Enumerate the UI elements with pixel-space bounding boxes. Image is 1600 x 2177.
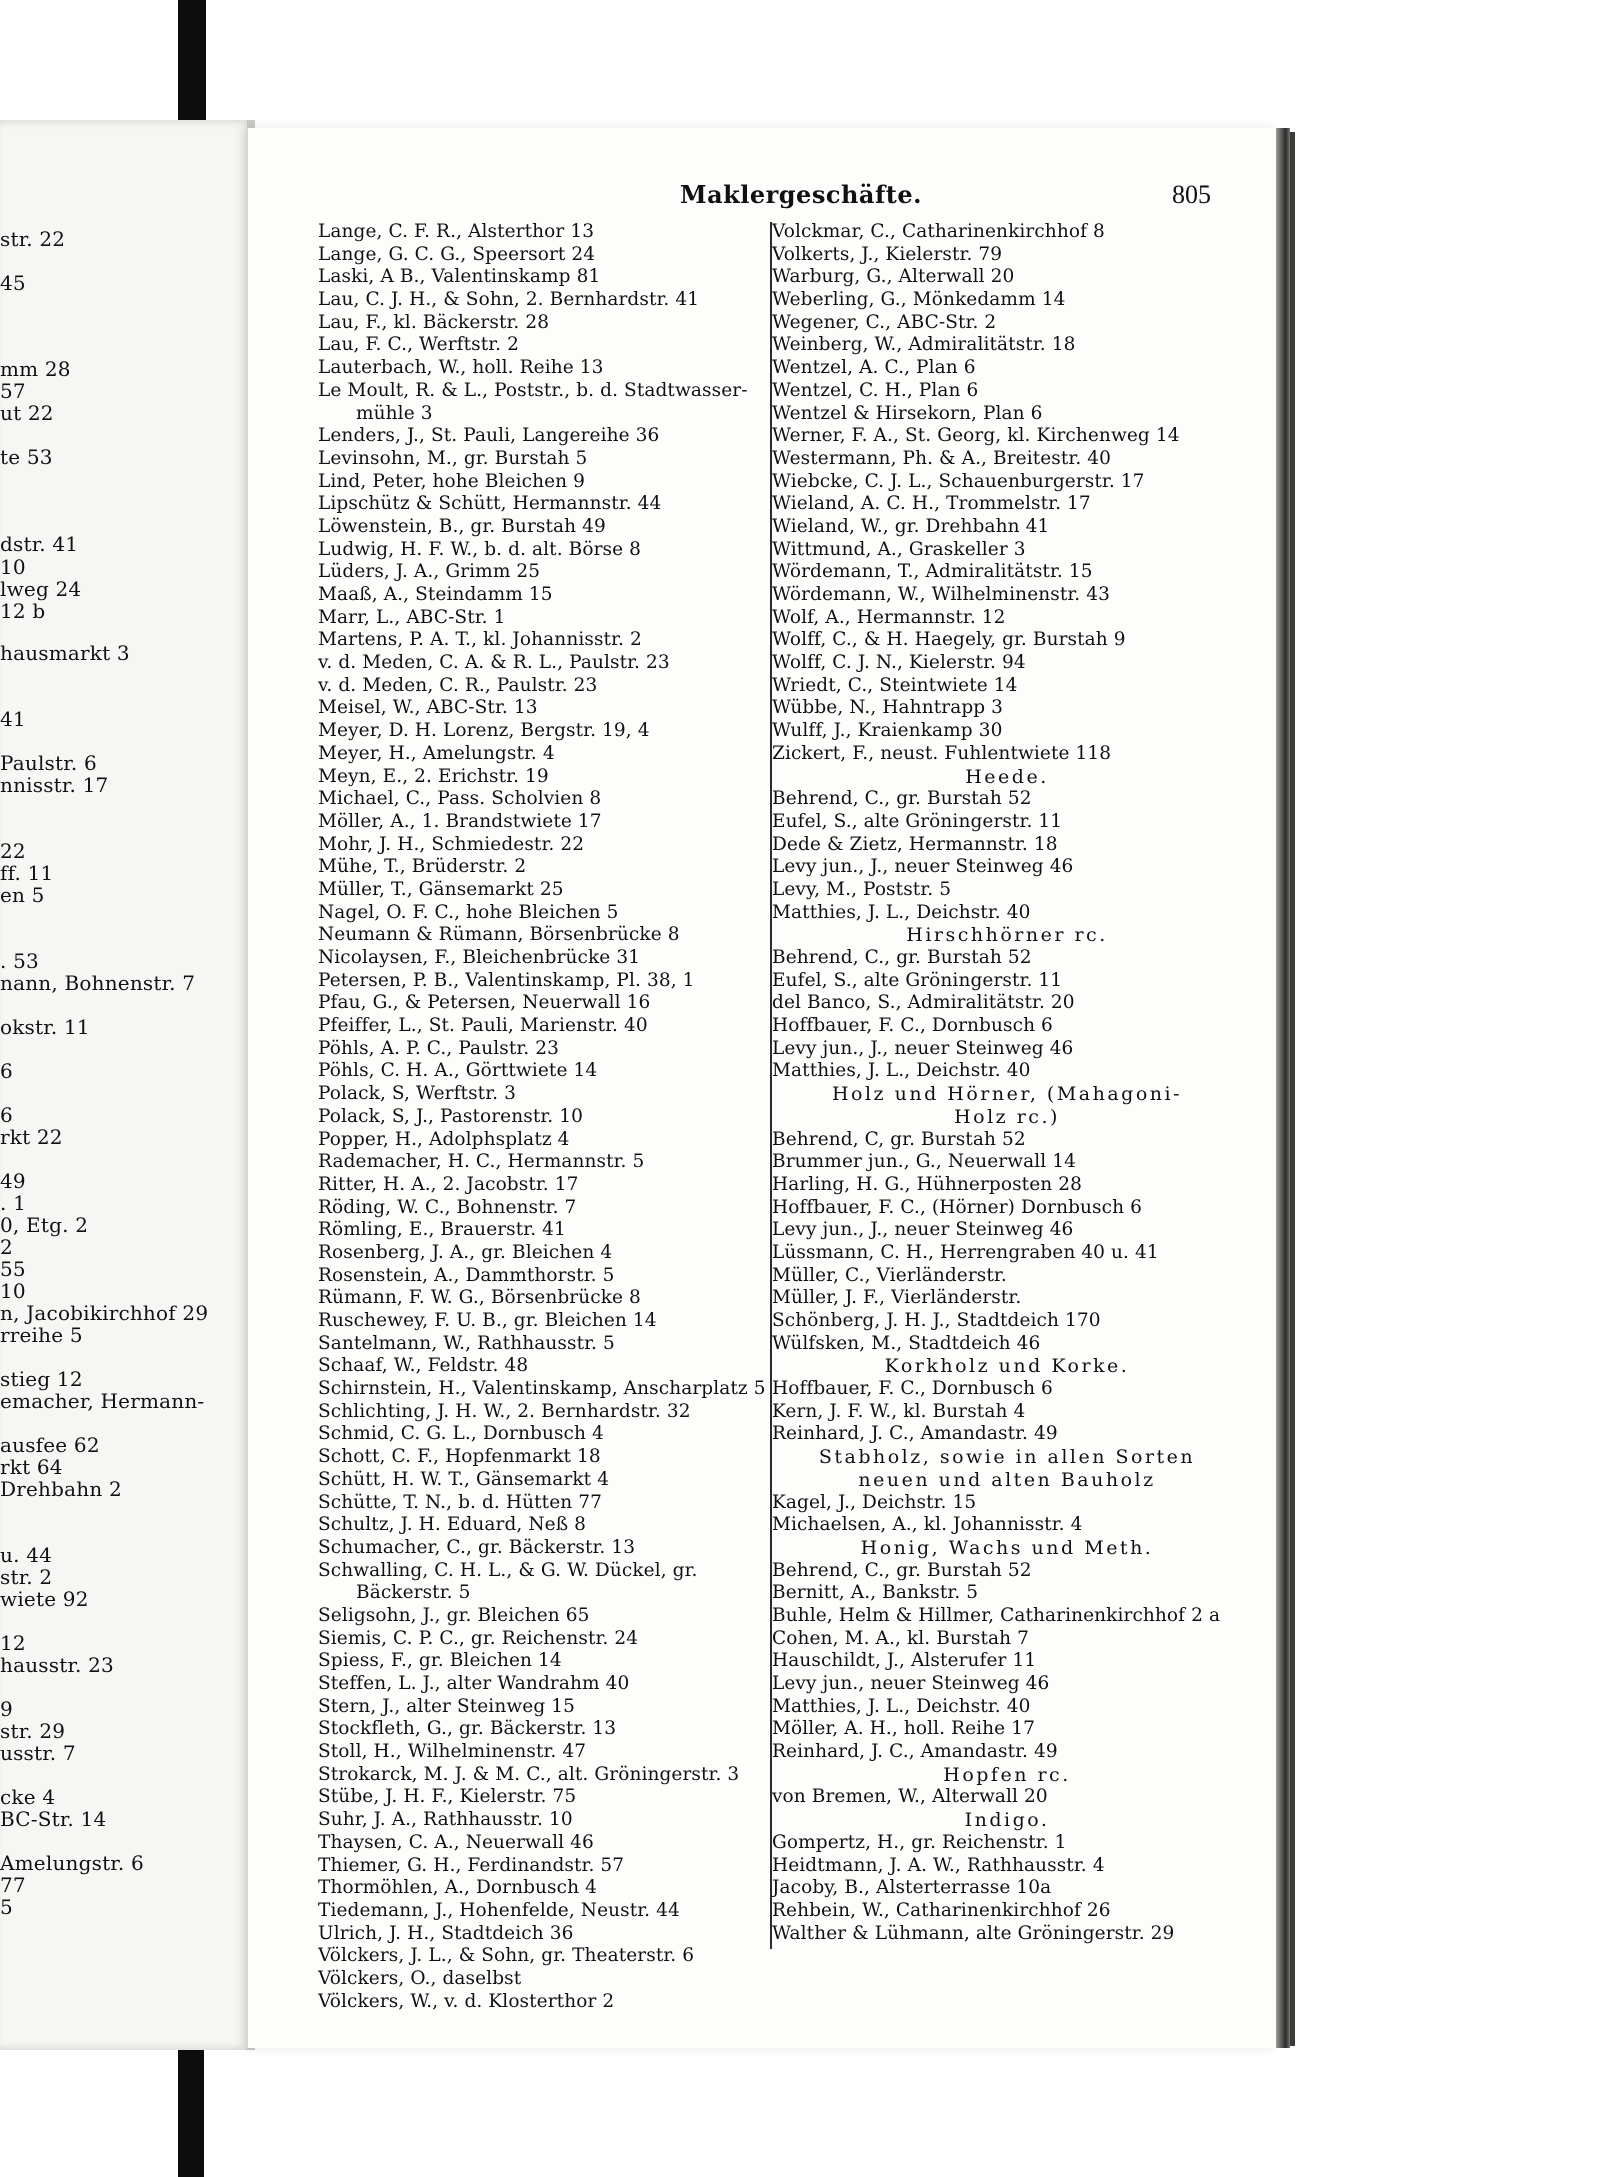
directory-entry: Dede & Zietz, Hermannstr. 18 <box>772 833 1058 855</box>
directory-entry: Pöhls, C. H. A., Görttwiete 14 <box>318 1060 598 1082</box>
directory-entry: Schütte, T. N., b. d. Hütten 77 <box>318 1491 602 1513</box>
section-heading: Hirschhörner rc. <box>906 924 1108 947</box>
directory-entry: Ruschewey, F. U. B., gr. Bleichen 14 <box>318 1310 657 1331</box>
directory-entry: Levy jun., J., neuer Steinweg 46 <box>772 1219 1074 1241</box>
directory-entry: Löwenstein, B., gr. Burstah 49 <box>318 515 606 537</box>
directory-entry: Suhr, J. A., Rathhausstr. 10 <box>318 1809 573 1831</box>
directory-entry: Harling, H. G., Hühnerposten 28 <box>772 1173 1082 1195</box>
directory-entry: Polack, S, J., Pastorenstr. 10 <box>318 1105 583 1127</box>
directory-entry: Marr, L., ABC-Str. 1 <box>318 606 506 628</box>
directory-entry: Lüders, J. A., Grimm 25 <box>318 561 541 583</box>
directory-entry: Lau, F. C., Werftstr. 2 <box>318 334 519 356</box>
left-page-line-fragment: 22 <box>0 839 26 863</box>
directory-entry: Stübe, J. H. F., Kielerstr. 75 <box>318 1786 577 1808</box>
directory-entry: Matthies, J. L., Deichstr. 40 <box>772 1695 1031 1717</box>
directory-entry: Tiedemann, J., Hohenfelde, Neustr. 44 <box>318 1899 680 1921</box>
directory-entry: Wentzel, C. H., Plan 6 <box>772 379 979 401</box>
left-page-line-fragment: emacher, Hermann- <box>0 1389 205 1413</box>
directory-entry: Meyer, H., Amelungstr. 4 <box>318 742 555 764</box>
directory-entry: Schaaf, W., Feldstr. 48 <box>318 1355 529 1377</box>
directory-entry: Matthies, J. L., Deichstr. 40 <box>772 1060 1031 1082</box>
directory-entry: Lauterbach, W., holl. Reihe 13 <box>318 357 604 379</box>
directory-entry: Mohr, J. H., Schmiedestr. 22 <box>318 833 585 855</box>
directory-entry: v. d. Meden, C. R., Paulstr. 23 <box>318 674 598 696</box>
directory-entry: Müller, J. F., Vierländerstr. <box>772 1287 1022 1309</box>
directory-entry: Lenders, J., St. Pauli, Langereihe 36 <box>318 425 660 447</box>
left-page-line-fragment: ff. 11 <box>0 861 54 885</box>
directory-entry: Volkerts, J., Kielerstr. 79 <box>772 243 1003 265</box>
directory-entry: Eufel, S., alte Gröningerstr. 11 <box>772 969 1063 991</box>
directory-entry: Walther & Lühmann, alte Gröningerstr. 29 <box>772 1922 1175 1944</box>
left-page-line-fragment: usstr. 7 <box>0 1741 76 1765</box>
directory-entry: Martens, P. A. T., kl. Johannisstr. 2 <box>318 629 642 651</box>
directory-entry: Zickert, F., neust. Fuhlentwiete 118 <box>772 742 1112 764</box>
directory-entry: Wriedt, C., Steintwiete 14 <box>772 674 1018 696</box>
left-page-line-fragment: 12 <box>0 1631 26 1655</box>
section-heading: neuen und alten Bauholz <box>858 1468 1156 1491</box>
left-page-line-fragment: 45 <box>0 271 26 295</box>
left-page-line-fragment: 49 <box>0 1169 26 1193</box>
directory-entry: Meyn, E., 2. Erichstr. 19 <box>318 765 549 787</box>
directory-entry: Lind, Peter, hohe Bleichen 9 <box>318 470 586 492</box>
directory-entry: Hoffbauer, F. C., Dornbusch 6 <box>772 1378 1053 1400</box>
directory-entry: Völckers, W., v. d. Klosterthor 2 <box>318 1990 615 2012</box>
directory-entry: Schwalling, C. H. L., & G. W. Dückel, gr. <box>318 1559 698 1581</box>
section-heading: Heede. <box>965 765 1049 788</box>
left-page-line-fragment: 9 <box>0 1697 13 1721</box>
directory-entry: Westermann, Ph. & A., Breitestr. 40 <box>772 447 1112 469</box>
directory-entry: Wördemann, W., Wilhelminenstr. 43 <box>772 584 1110 605</box>
directory-entry: Kern, J. F. W., kl. Burstah 4 <box>772 1400 1026 1422</box>
directory-entry: Möller, A., 1. Brandstwiete 17 <box>318 810 602 832</box>
left-page-line-fragment: 77 <box>0 1873 26 1897</box>
directory-entry: Pfau, G., & Petersen, Neuerwall 16 <box>318 992 651 1014</box>
left-page-line-fragment: . 1 <box>0 1191 27 1215</box>
directory-entry: Reinhard, J. C., Amandastr. 49 <box>772 1741 1058 1763</box>
directory-entry: Hoffbauer, F. C., (Hörner) Dornbusch 6 <box>772 1196 1142 1218</box>
left-page-line-fragment: 55 <box>0 1257 26 1281</box>
directory-entry: Wübbe, N., Hahntrapp 3 <box>772 697 1004 719</box>
left-page-line-fragment: 5 <box>0 1895 13 1919</box>
directory-entry: Rehbein, W., Catharinenkirchhof 26 <box>772 1899 1111 1921</box>
directory-entry: Rümann, F. W. G., Börsenbrücke 8 <box>318 1287 641 1309</box>
directory-entry: Polack, S, Werftstr. 3 <box>318 1083 516 1105</box>
directory-entry: Schirnstein, H., Valentinskamp, Anscharplatz 5 <box>318 1378 766 1400</box>
directory-entry: Michaelsen, A., kl. Johannisstr. 4 <box>772 1514 1083 1536</box>
directory-entry: Lange, C. F. R., Alsterthor 13 <box>318 221 595 242</box>
directory-entry: mühle 3 <box>356 402 433 424</box>
directory-entry: Behrend, C., gr. Burstah 52 <box>772 1559 1032 1581</box>
directory-column-right <box>772 221 1242 1945</box>
left-page-line-fragment: Amelungstr. 6 <box>0 1851 144 1875</box>
left-page-line-fragment: n, Jacobikirchhof 29 <box>0 1301 209 1325</box>
directory-entry: Lüssmann, C. H., Herrengraben 40 u. 41 <box>772 1241 1159 1263</box>
directory-entry: Strokarck, M. J. & M. C., alt. Gröningerstr. 3 <box>318 1763 740 1785</box>
left-page-line-fragment: 41 <box>0 707 26 731</box>
directory-entry: Cohen, M. A., kl. Burstah 7 <box>772 1627 1030 1649</box>
section-heading: Holz rc.) <box>954 1105 1060 1128</box>
directory-entry: Wolff, C., & H. Haegely, gr. Burstah 9 <box>772 629 1126 651</box>
directory-entry: Schönberg, J. H. J., Stadtdeich 170 <box>772 1310 1101 1331</box>
page-number: 805 <box>1172 180 1211 209</box>
left-page-line-fragment: 6 <box>0 1059 13 1083</box>
left-page-line-fragment: nann, Bohnenstr. 7 <box>0 971 196 995</box>
directory-column-left <box>318 221 773 2013</box>
directory-entry: Siemis, C. P. C., gr. Reichenstr. 24 <box>318 1627 639 1649</box>
directory-entry: Kagel, J., Deichstr. 15 <box>772 1491 977 1513</box>
directory-entry: Meisel, W., ABC-Str. 13 <box>318 697 538 719</box>
left-page-fragment <box>0 120 255 2050</box>
directory-entry: Seligsohn, J., gr. Bleichen 65 <box>318 1604 590 1626</box>
section-heading: Hopfen rc. <box>943 1763 1071 1786</box>
directory-entry: Röding, W. C., Bohnenstr. 7 <box>318 1196 577 1218</box>
directory-entry: Wieland, A. C. H., Trommelstr. 17 <box>772 493 1091 515</box>
directory-entry: v. d. Meden, C. A. & R. L., Paulstr. 23 <box>318 652 670 674</box>
directory-entry: Werner, F. A., St. Georg, kl. Kirchenweg 14 <box>772 425 1180 447</box>
directory-entry: Behrend, C., gr. Burstah 52 <box>772 788 1032 810</box>
directory-entry: Lau, F., kl. Bäckerstr. 28 <box>318 311 550 333</box>
directory-entry: Stoll, H., Wilhelminenstr. 47 <box>318 1741 587 1763</box>
directory-entry: Weberling, G., Mönkedamm 14 <box>772 289 1066 311</box>
directory-entry: Lipschütz & Schütt, Hermannstr. 44 <box>318 493 662 515</box>
directory-entry: Schmid, C. G. L., Dornbusch 4 <box>318 1423 604 1445</box>
directory-entry: Laski, A B., Valentinskamp 81 <box>318 266 601 288</box>
directory-entry: Lau, C. J. H., & Sohn, 2. Bernhardstr. 41 <box>318 289 700 311</box>
directory-entry: Gompertz, H., gr. Reichenstr. 1 <box>772 1831 1067 1853</box>
left-page-line-fragment: str. 29 <box>0 1719 66 1743</box>
directory-entry: del Banco, S., Admiralitätstr. 20 <box>772 992 1075 1014</box>
left-page-line-fragment: rkt 64 <box>0 1455 63 1479</box>
directory-entry: Wolf, A., Hermannstr. 12 <box>772 606 1006 628</box>
directory-entry: Levinsohn, M., gr. Burstah 5 <box>318 447 588 469</box>
left-page-line-fragment: dstr. 41 <box>0 532 79 556</box>
directory-entry: Wördemann, T., Admiralitätstr. 15 <box>772 561 1093 583</box>
directory-entry: Schott, C. F., Hopfenmarkt 18 <box>318 1446 601 1468</box>
left-page-line-fragment: 6 <box>0 1103 13 1127</box>
directory-entry: Hauschildt, J., Alsterufer 11 <box>772 1650 1037 1672</box>
directory-entry: Schütt, H. W. T., Gänsemarkt 4 <box>318 1468 610 1490</box>
left-page-line-fragment: Paulstr. 6 <box>0 751 97 775</box>
left-page-line-fragment: 10 <box>0 1279 26 1303</box>
directory-entry: Schumacher, C., gr. Bäckerstr. 13 <box>318 1536 636 1558</box>
left-page-line-fragment: 12 b <box>0 599 46 623</box>
directory-entry: Rosenstein, A., Dammthorstr. 5 <box>318 1264 615 1286</box>
directory-entry: Mühe, T., Brüderstr. 2 <box>318 856 527 878</box>
left-page-line-fragment: mm 28 <box>0 357 71 381</box>
section-heading: Korkholz und Korke. <box>884 1355 1130 1378</box>
directory-entry: Bernitt, A., Bankstr. 5 <box>772 1582 979 1604</box>
section-heading: Honig, Wachs und Meth. <box>860 1536 1154 1559</box>
binding-strip-top <box>178 0 206 122</box>
left-page-line-fragment: 2 <box>0 1235 13 1259</box>
directory-entry: Pöhls, A. P. C., Paulstr. 23 <box>318 1037 559 1059</box>
directory-entry: Wieland, W., gr. Drehbahn 41 <box>772 515 1050 537</box>
directory-entry: von Bremen, W., Alterwall 20 <box>772 1786 1048 1808</box>
directory-entry: Michael, C., Pass. Scholvien 8 <box>318 788 602 810</box>
directory-entry: Pfeiffer, L., St. Pauli, Marienstr. 40 <box>318 1015 648 1037</box>
directory-entry: Wulff, J., Kraienkamp 30 <box>772 720 1003 742</box>
left-page-line-fragment: ut 22 <box>0 401 54 425</box>
directory-entry: Matthies, J. L., Deichstr. 40 <box>772 901 1031 923</box>
directory-entry: Volckmar, C., Catharinenkirchhof 8 <box>772 221 1105 242</box>
directory-entry: Behrend, C, gr. Burstah 52 <box>772 1128 1026 1150</box>
directory-entry: Nagel, O. F. C., hohe Bleichen 5 <box>318 901 619 923</box>
left-page-line-fragment: ausfee 62 <box>0 1433 100 1457</box>
directory-entry: Levy jun., neuer Steinweg 46 <box>772 1673 1050 1694</box>
left-page-line-fragment: hausmarkt 3 <box>0 641 130 665</box>
page-edge <box>1276 128 1290 2048</box>
directory-entry: Weinberg, W., Admiralitätstr. 18 <box>772 334 1076 356</box>
directory-entry: Ritter, H. A., 2. Jacobstr. 17 <box>318 1173 579 1195</box>
left-page-line-fragment: hausstr. 23 <box>0 1653 114 1677</box>
directory-entry: Rosenberg, J. A., gr. Bleichen 4 <box>318 1241 613 1263</box>
directory-entry: Wülfsken, M., Stadtdeich 46 <box>772 1332 1041 1354</box>
section-heading: Holz und Hörner, (Mahagoni- <box>831 1083 1183 1106</box>
left-page-line-fragment: . 53 <box>0 949 39 973</box>
directory-entry: Wiebcke, C. J. L., Schauenburgerstr. 17 <box>772 470 1145 492</box>
directory-entry: Wentzel & Hirsekorn, Plan 6 <box>772 402 1043 424</box>
directory-entry: Lange, G. C. G., Speersort 24 <box>318 243 596 265</box>
left-page-line-fragment: nnisstr. 17 <box>0 773 109 797</box>
directory-entry: Levy jun., J., neuer Steinweg 46 <box>772 1037 1074 1059</box>
left-page-line-fragment: cke 4 <box>0 1785 56 1809</box>
directory-entry: Thaysen, C. A., Neuerwall 46 <box>318 1831 594 1853</box>
directory-entry: Reinhard, J. C., Amandastr. 49 <box>772 1423 1058 1445</box>
left-page-line-fragment: str. 22 <box>0 227 66 251</box>
directory-entry: Eufel, S., alte Gröningerstr. 11 <box>772 810 1063 832</box>
left-page-line-fragment: rkt 22 <box>0 1125 63 1149</box>
directory-entry: Spiess, F., gr. Bleichen 14 <box>318 1650 562 1672</box>
directory-entry: Heidtmann, J. A. W., Rathhausstr. 4 <box>772 1854 1105 1876</box>
directory-entry: Wittmund, A., Graskeller 3 <box>772 538 1026 560</box>
left-page-line-fragment: en 5 <box>0 883 45 907</box>
directory-entry: Santelmann, W., Rathhausstr. 5 <box>318 1332 615 1354</box>
directory-entry: Hoffbauer, F. C., Dornbusch 6 <box>772 1015 1053 1037</box>
left-page-line-fragment: 0, Etg. 2 <box>0 1213 89 1237</box>
directory-entry: Wegener, C., ABC-Str. 2 <box>772 311 997 333</box>
directory-entry: Nicolaysen, F., Bleichenbrücke 31 <box>318 947 641 968</box>
directory-entry: Schlichting, J. H. W., 2. Bernhardstr. 32 <box>318 1400 691 1422</box>
directory-entry: Ludwig, H. F. W., b. d. alt. Börse 8 <box>318 538 642 560</box>
directory-entry: Wolff, C. J. N., Kielerstr. 94 <box>772 652 1026 674</box>
directory-entry: Völckers, J. L., & Sohn, gr. Theaterstr. 6 <box>318 1945 695 1967</box>
left-page-line-fragment: lweg 24 <box>0 577 82 601</box>
left-page-line-fragment: te 53 <box>0 445 53 469</box>
directory-entry: Levy, M., Poststr. 5 <box>772 878 952 900</box>
left-page-line-fragment: Drehbahn 2 <box>0 1477 122 1501</box>
directory-entry: Müller, T., Gänsemarkt 25 <box>318 878 564 900</box>
directory-entry: Ulrich, J. H., Stadtdeich 36 <box>318 1922 574 1944</box>
directory-entry: Warburg, G., Alterwall 20 <box>772 266 1015 288</box>
directory-entry: Petersen, P. B., Valentinskamp, Pl. 38, 1 <box>318 969 695 991</box>
directory-entry: Popper, H., Adolphsplatz 4 <box>318 1128 570 1150</box>
left-page-line-fragment: str. 2 <box>0 1565 53 1589</box>
directory-entry: Stern, J., alter Steinweg 15 <box>318 1695 575 1717</box>
directory-entry: Müller, C., Vierländerstr. <box>772 1264 1007 1286</box>
directory-entry: Buhle, Helm & Hillmer, Catharinenkirchhof 2 a <box>772 1604 1221 1626</box>
page-edge-shadow <box>1290 132 1295 2046</box>
left-page-line-fragment: okstr. 11 <box>0 1015 90 1039</box>
directory-entry: Meyer, D. H. Lorenz, Bergstr. 19, 4 <box>318 720 650 742</box>
directory-entry: Römling, E., Brauerstr. 41 <box>318 1219 566 1241</box>
directory-entry: Stockfleth, G., gr. Bäckerstr. 13 <box>318 1718 617 1740</box>
directory-entry: Wentzel, A. C., Plan 6 <box>772 357 976 379</box>
binding-strip-bottom <box>178 2040 204 2177</box>
directory-entry: Steffen, L. J., alter Wandrahm 40 <box>318 1673 630 1694</box>
directory-entry: Levy jun., J., neuer Steinweg 46 <box>772 856 1074 878</box>
page-title: Maklergeschäfte. <box>680 180 922 209</box>
left-page-line-fragment: BC-Str. 14 <box>0 1807 107 1831</box>
directory-entry: Thiemer, G. H., Ferdinandstr. 57 <box>318 1854 625 1876</box>
left-page-line-fragment: rreihe 5 <box>0 1323 83 1347</box>
left-page-line-fragment: 10 <box>0 555 26 579</box>
directory-entry: Le Moult, R. & L., Poststr., b. d. Stadtwasser- <box>318 379 748 401</box>
directory-entry: Schultz, J. H. Eduard, Neß 8 <box>318 1514 587 1536</box>
directory-entry: Neumann & Rümann, Börsenbrücke 8 <box>318 924 680 946</box>
directory-entry: Maaß, A., Steindamm 15 <box>318 584 553 605</box>
directory-entry: Behrend, C., gr. Burstah 52 <box>772 947 1032 968</box>
left-page-line-fragment: 57 <box>0 379 26 403</box>
directory-entry: Thormöhlen, A., Dornbusch 4 <box>318 1877 597 1899</box>
directory-entry: Jacoby, B., Alsterterrasse 10a <box>772 1877 1052 1899</box>
left-page-line-fragment: u. 44 <box>0 1543 53 1567</box>
left-page-line-fragment: wiete 92 <box>0 1587 89 1611</box>
directory-entry: Rademacher, H. C., Hermannstr. 5 <box>318 1151 645 1173</box>
directory-entry: Möller, A. H., holl. Reihe 17 <box>772 1718 1035 1740</box>
directory-entry: Bäckerstr. 5 <box>356 1582 471 1604</box>
left-page-line-fragment: stieg 12 <box>0 1367 83 1391</box>
directory-entry: Brummer jun., G., Neuerwall 14 <box>772 1151 1077 1173</box>
section-heading: Stabholz, sowie in allen Sorten <box>818 1446 1196 1469</box>
directory-entry: Völckers, O., daselbst <box>318 1967 522 1989</box>
section-heading: Indigo. <box>964 1809 1050 1832</box>
